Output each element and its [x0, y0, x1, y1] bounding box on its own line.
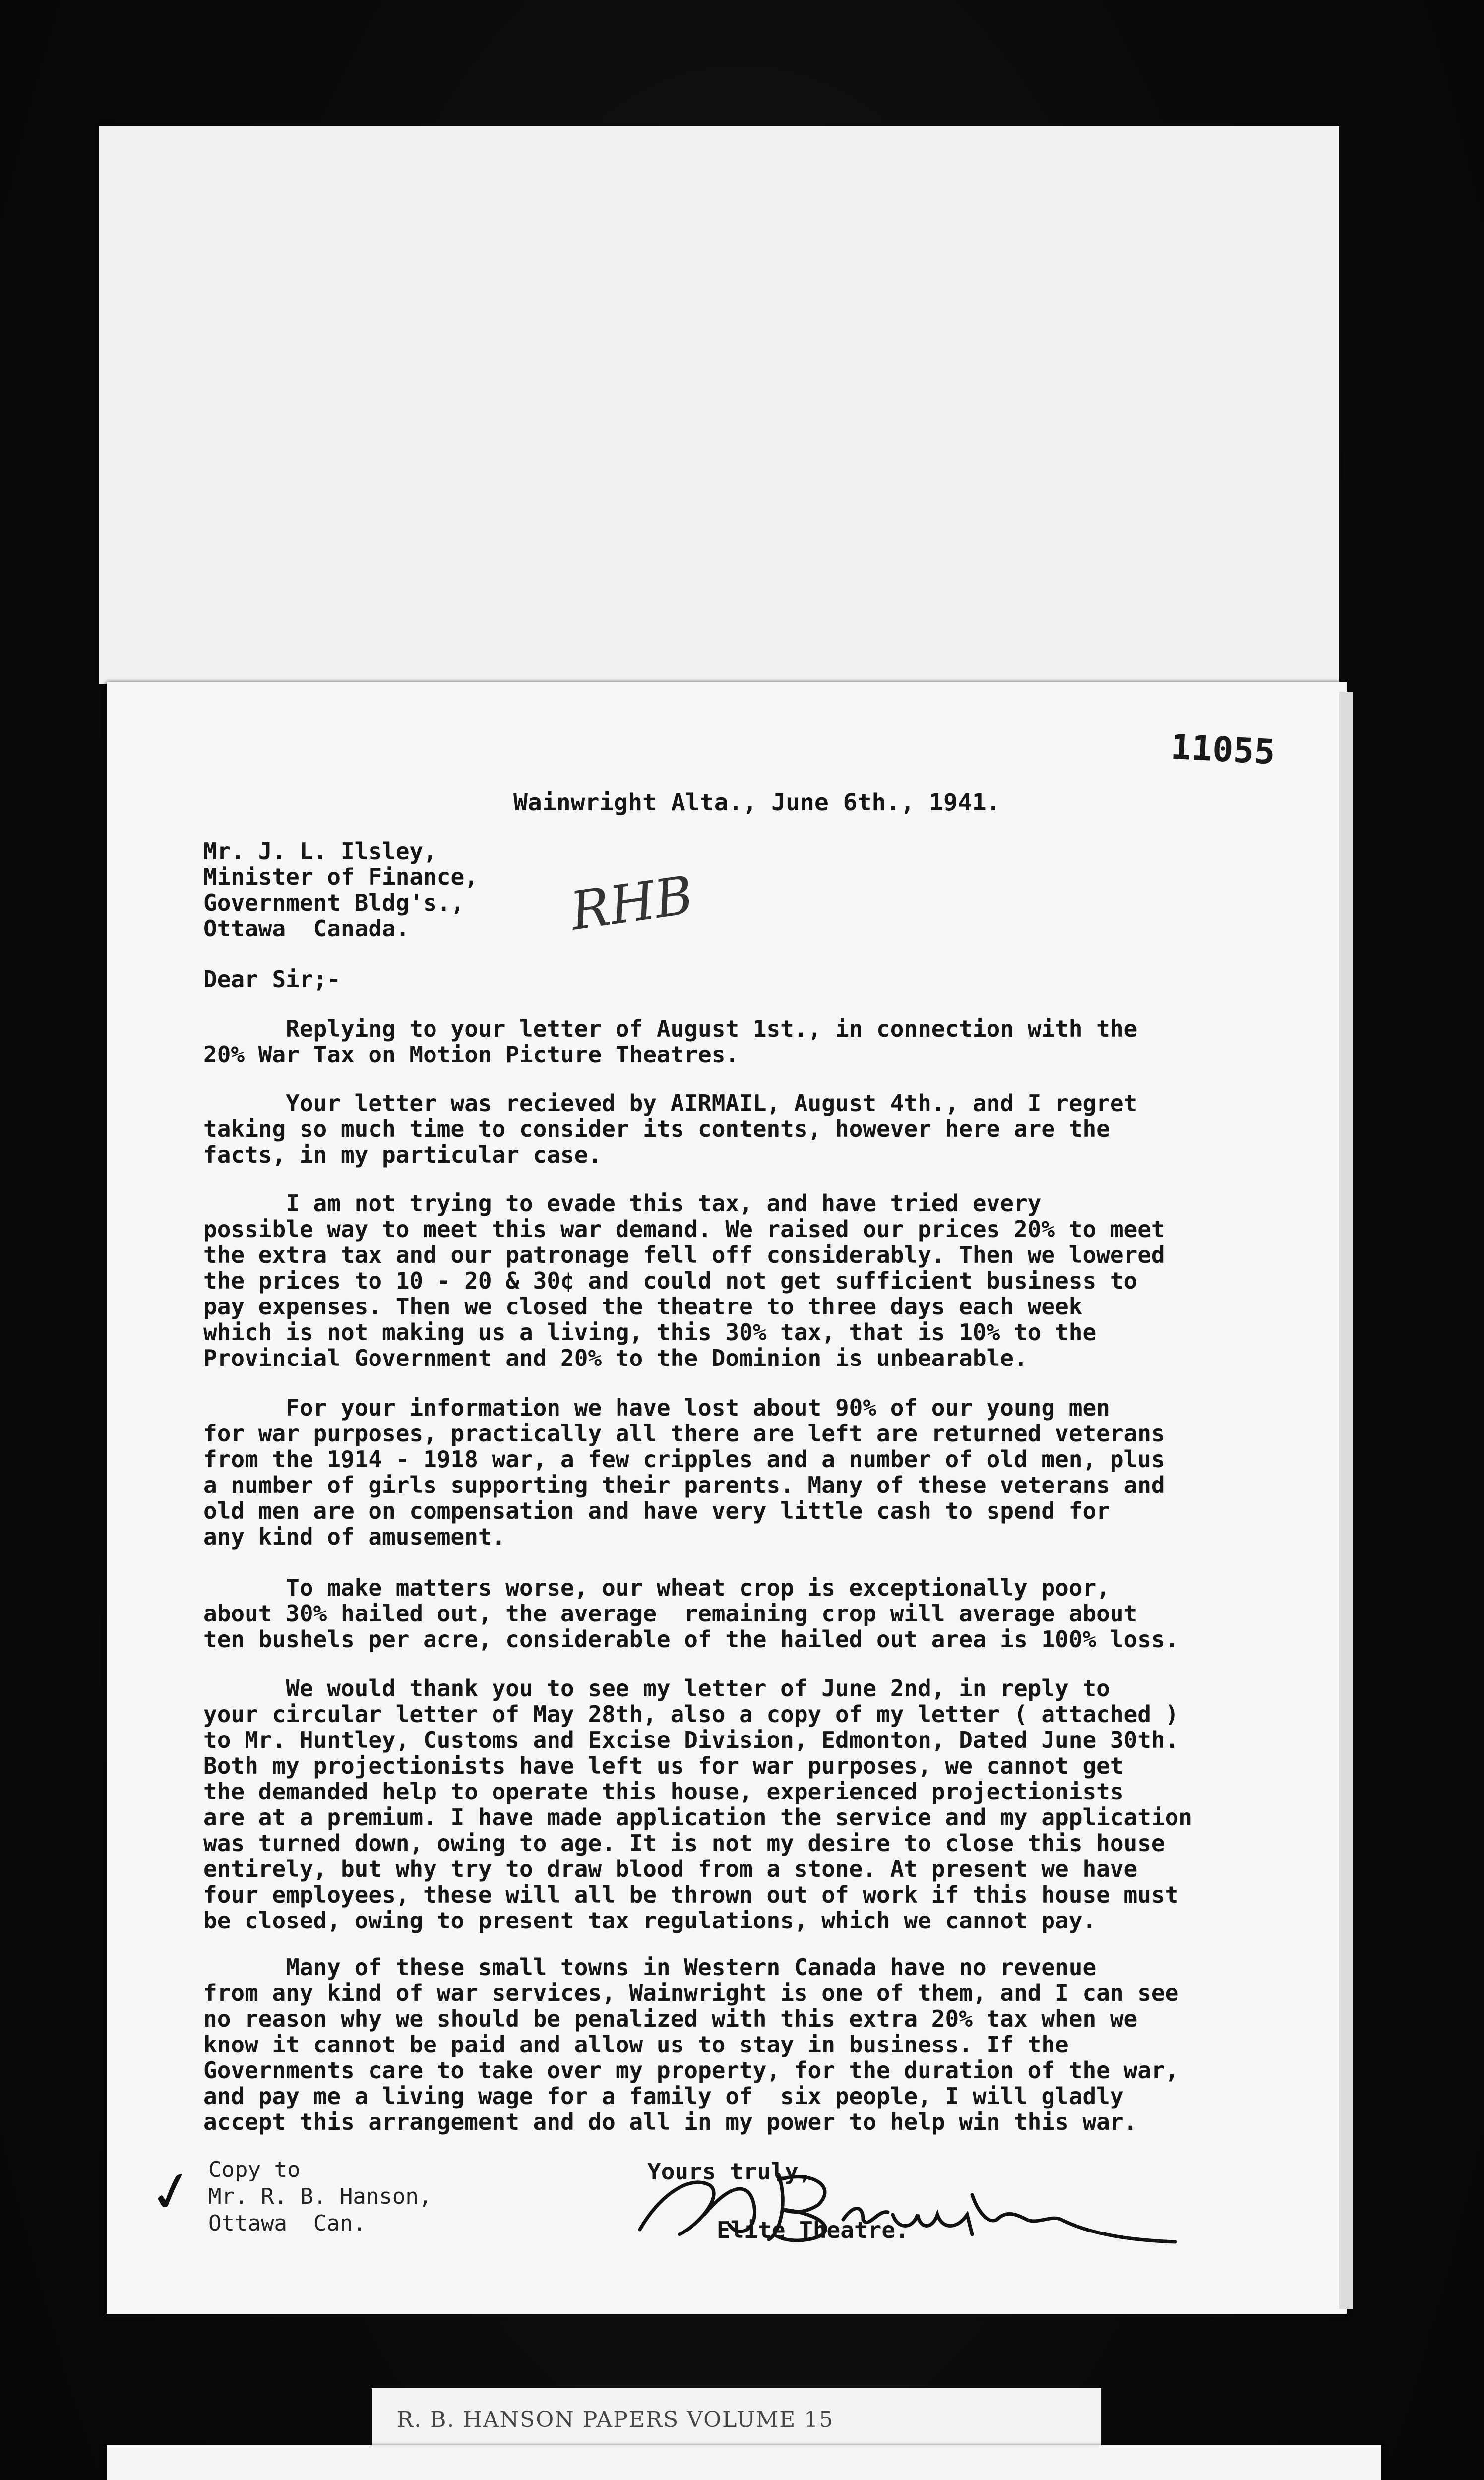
letter-paragraph: I am not trying to evade this tax, and have tried every possible way to meet this war demand. We raised our prices 20% to meet the extra tax and our patronage fell off considerably. Then we lowered the prices to 10 - 20 & 30¢ and could not get sufficient business to pay expenses. Then we closed the theatre to three days each week which is not making us a living, this 30% tax, that is 10% to the Provincial Government and 20% to the Dominion is unbearable.: [203, 1190, 1165, 1371]
handwritten-initials: RHB: [566, 865, 697, 942]
address-line: Minister of Finance,: [203, 864, 478, 890]
blank-top-sheet: [99, 126, 1339, 684]
document-number-stamp: 11055: [1169, 726, 1276, 773]
address-line: Government Bldg's.,: [203, 889, 465, 916]
archives-title-card: [107, 2445, 1381, 2480]
letter-closing: Yours truly,: [647, 2158, 812, 2185]
letter-paragraph: Your letter was recieved by AIRMAIL, August 4th., and I regret taking so much time to consider its contents, however here are the facts, in my particular case.: [203, 1090, 1138, 1168]
letter-paragraph: Many of these small towns in Western Canada have no revenue from any kind of war services, Wainwright is one of them, and I can see no reason why we should be penalized with this extra 20% tax when we know it cannot be paid and allow us to stay in business. If the Governments care to take over my property, for the duration of the war, and pay me a living wage for a family of six people, I will gladly accept this arrangement and do all in my power to help win this war.: [203, 1954, 1179, 2135]
salutation: Dear Sir;-: [203, 966, 341, 992]
address-line: Ottawa Canada.: [203, 915, 410, 942]
handwritten-check-icon: ✓: [142, 2156, 201, 2228]
collection-label-text: R. B. HANSON PAPERS VOLUME 15: [397, 2407, 834, 2432]
letter-page-edge: [1339, 692, 1353, 2309]
letter-paragraph: To make matters worse, our wheat crop is exceptionally poor, about 30% hailed out, the average remaining crop will average about ten bushels per acre, considerable of the hailed out area is 100% loss.: [203, 1574, 1179, 1653]
copy-to-block: Copy to Mr. R. B. Hanson, Ottawa Can.: [208, 2157, 432, 2236]
signatory-theatre: Elite Theatre.: [717, 2217, 909, 2243]
recipient-address: [203, 838, 478, 941]
letter-paragraph: We would thank you to see my letter of June 2nd, in reply to your circular letter of May 28th, also a copy of my letter ( attached ) to Mr. Huntley, Customs and Excise Division, Edmonton, Dated June 30th. Both my projectionists have left us for war purposes, we cannot get the demanded help to operate this house, experienced projectionists are at a premium. I have made application the service and my application was turned down, owing to age. It is not my desire to close this house entirely, but why try to draw blood from a stone. At present we have four employees, these will all be thrown out of work if this house must be closed, owing to present tax regulations, which we cannot pay.: [203, 1675, 1192, 1934]
letter-paragraph: For your information we have lost about 90% of our young men for war purposes, practically all there are left are returned veterans from the 1914 - 1918 war, a few cripples and a number of old men, plus a number of girls supporting their parents. Many of these veterans and old men are on compensation and have very little cash to spend for any kind of amusement.: [203, 1394, 1165, 1550]
letter-dateline: Wainwright Alta., June 6th., 1941.: [513, 789, 1001, 816]
letter-paragraph: Replying to your letter of August 1st., in connection with the 20% War Tax on Motion Picture Theatres.: [203, 1015, 1138, 1068]
address-line: Mr. J. L. Ilsley,: [203, 838, 437, 865]
